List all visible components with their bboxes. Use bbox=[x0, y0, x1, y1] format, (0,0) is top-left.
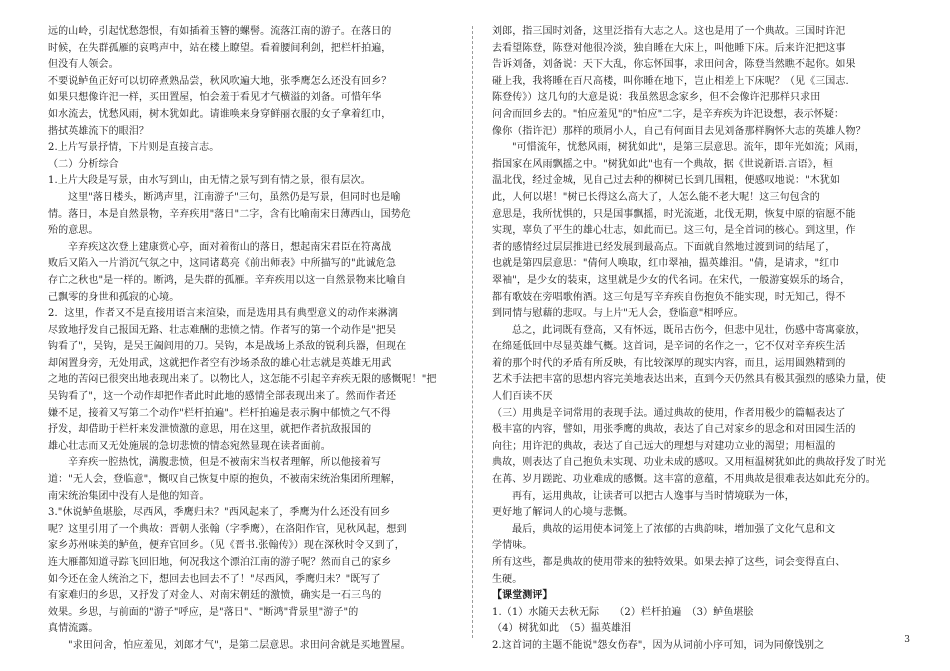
text-line: 道："无人会，登临意"，慨叹自己恢复中原的抱负，不被南宋统治集团所理解， bbox=[48, 474, 401, 486]
text-line: 2.上片写景抒情，下片则是直接言志。 bbox=[48, 142, 220, 154]
text-line: 在绵延低回中尽显英雄气概。这首词，是辛词的名作之一，它不仅对辛弃疾生活 bbox=[492, 341, 846, 353]
text-line: 揩拭英雄流下的眼泪？ bbox=[48, 125, 149, 137]
text-line: 最后，典故的运用使本词笼上了浓郁的古典韵味，增加强了文化气息和文 bbox=[512, 523, 836, 535]
right-column bbox=[492, 24, 910, 655]
text-line: 【课堂测评】 bbox=[492, 590, 553, 602]
text-line: 也就是第四层意思："倩何人唤取，红巾翠袖，揾英雄泪。"倩，是请求，"红巾 bbox=[492, 258, 840, 270]
text-line: 碰上我，我将睡在百尺高楼，叫你睡在地下，岂止相差上下床呢？（见《三国志. bbox=[492, 75, 849, 87]
text-line: 2．这里，作者又不是直接用语言来渲染，而是选用具有典型意义的动作来淋漓 bbox=[48, 308, 398, 320]
text-line: 如水流去，忧愁风雨，树木犹如此。请谁唤来身穿鲜丽衣服的女子拿着红巾， bbox=[48, 108, 392, 120]
text-line: 抒发，却借助于栏杆来发泄愤激的意思，用在这里，就把作者抗敌报国的 bbox=[48, 424, 372, 436]
text-line: 指国家在风雨飘摇之中。"树犹如此"也有一个典故，据《世说新语.言语》，桓 bbox=[492, 158, 833, 170]
text-line: 雄心壮志而又无处施展的急切悲愤的情态宛然显现在读者面前。 bbox=[48, 440, 331, 452]
text-line: 典故，则表达了自己抱负未实现、功业未成的感叹。又用桓温树犹如此的典故抒发了时光 bbox=[492, 457, 886, 469]
text-line: 尽致地抒发自己报国无路、壮志难酬的悲愤之情。作者写的第一个动作是"把吴 bbox=[48, 324, 397, 336]
left-column bbox=[48, 24, 458, 655]
page-number: 3 bbox=[904, 635, 910, 645]
text-line: 2.这首词的主题不能说"怨女伤春"，因为从词前小序可知，词为同僚饯别之 bbox=[492, 639, 825, 651]
text-line: 更好地了解词人的心境与悲慨。 bbox=[492, 507, 634, 519]
text-line: 辛弃疾一腔热忱，满腹悲愤，但是不被南宋当权者理解，所以他接着写 bbox=[68, 457, 382, 469]
text-line: 再有，运用典故，让读者可以把古人逸事与当时情境联为一体， bbox=[512, 490, 795, 502]
text-line: 生硬。 bbox=[492, 573, 523, 585]
text-line: 都有歌妓在旁唱歌侑酒。这三句是写辛弃疾自伤抱负不能实现，时无知己，得不 bbox=[492, 291, 846, 303]
text-line: 1.（1）水随天去秋无际 （2）栏杆拍遍 （3）鲈鱼堪脍 bbox=[492, 606, 754, 618]
text-line: 向往；用许汜的典故，表达了自己远大的理想与对建功立业的渴望；用桓温的 bbox=[492, 440, 836, 452]
text-line: 实现，辜负了平生的雄心壮志，如此而已。这三句，是全首词的核心。到这里，作 bbox=[492, 225, 856, 237]
text-line: 如果只想像许汜一样，买田置屋，怕会羞于看见才气横溢的刘备。可惜年华 bbox=[48, 92, 382, 104]
text-line: 艺术手法把丰富的思想内容完美地表达出来，直到今天仍然具有极其强烈的感染力量，使 bbox=[492, 374, 886, 386]
text-line: "求田问舍，怕应羞见，刘郎才气"，是第二层意思。求田问舍就是买地置屋。 bbox=[68, 639, 411, 651]
text-line: 呢？这里引用了一个典故：晋朝人张翰（字季鹰），在洛阳作官，见秋风起，想到 bbox=[48, 523, 407, 535]
text-line: 家乡苏州味美的鲈鱼，便弃官回乡。（见《晋书.张翰传》）现在深秋时令又到了， bbox=[48, 540, 405, 552]
text-line: 情。落日，本是自然景物，辛弃疾用"落日"二字，含有比喻南宋日薄西山，国势危 bbox=[48, 208, 411, 220]
text-line: 真情流露。 bbox=[48, 623, 99, 635]
text-line: 学情味。 bbox=[492, 540, 533, 552]
text-line: 这里"落日楼头，断鸿声里，江南游子"三句，虽然仍是写景，但同时也是喻 bbox=[68, 191, 401, 203]
text-line: 南宋统治集团中没有人是他的知音。 bbox=[48, 490, 210, 502]
text-line: （4）树犹如此 （5）揾英雄泪 bbox=[492, 623, 632, 635]
text-line: 刘郎，指三国时刘备，这里泛指有大志之人。这也是用了一个典故。三国时许汜 bbox=[492, 26, 846, 37]
text-line: （三）用典是辛词常用的表现手法。通过典故的使用，作者用极少的篇幅表达了 bbox=[492, 407, 846, 419]
text-line: 去看望陈登，陈登对他很冷淡，独自睡在大床上，叫他睡下床。后来许汜把这事 bbox=[492, 42, 846, 54]
text-line: 意思是，我所忧惧的，只是国事飘摇，时光流逝，北伐无期，恢复中原的宿愿不能 bbox=[492, 208, 856, 220]
text-line: 却闲置身旁，无处用武，这就把作者空有沙场杀敌的雄心壮志就是英雄无用武 bbox=[48, 357, 392, 369]
text-line: 有家难归的乡思，又抒发了对金人、对南宋朝廷的激愤，确实是一石三鸟的 bbox=[48, 590, 382, 602]
text-line: 辛弃疾这次登上建康赏心亭，面对着衔山的落日，想起南宋君臣在符离战 bbox=[68, 241, 392, 253]
text-line: 钩看了"，吴钩，是吴王阖闾用的刀。吴钩，本是战场上杀敌的锐利兵器，但现在 bbox=[48, 341, 407, 353]
text-line: 翠袖"，是少女的装束，这里就是少女的代名词。在宋代，一般游宴娱乐的场合， bbox=[492, 274, 851, 286]
text-line: 败后又陷入一片消沉气氛之中，这同诸葛亮《前出师表》中所描写的"此诚危急 bbox=[48, 258, 397, 270]
text-line: 之地的苦闷已很突出地表现出来了。以物比人，这怎能不引起辛弃疾无限的感慨呢！"把 bbox=[48, 374, 437, 386]
text-line: 者的感情经过层层推进已经发展到最高点。下面就自然地过渡到词的结尾了， bbox=[492, 241, 836, 253]
text-line: 嫌不足，接着又写第二个动作"栏杆拍遍"。栏杆拍遍是表示胸中郁愤之气不得 bbox=[48, 407, 391, 419]
column-divider bbox=[472, 26, 473, 638]
text-line: 远的山岭，引起忧愁怨恨，有如插着玉簪的螺髻。流落江南的游子。在落日的 bbox=[48, 26, 392, 37]
text-line: "可惜流年，忧愁风雨，树犹如此"，是第三层意思。流年，即年光如流；风雨， bbox=[512, 142, 865, 154]
text-line: 到同情与慰藉的悲叹。与上片"无人会，登临意"相呼应。 bbox=[492, 308, 744, 320]
text-line: 所有这些，都是典故的使用带来的独特效果。如果去掉了这些，词会变得直白、 bbox=[492, 557, 846, 568]
text-line: 存亡之秋也"是一样的。断鸿，是失群的孤雁。辛弃疾用以这一自然景物来比喻自 bbox=[48, 274, 407, 286]
text-line: 像你（指许汜）那样的琐屑小人，自己有何面目去见刘备那样胸怀大志的英雄人物？ bbox=[492, 125, 866, 137]
text-line: 不要说鲈鱼正好可以切碎煮熟品尝，秋风吹遍大地，张季鹰怎么还没有回乡？ bbox=[48, 75, 392, 87]
text-line: 此，人何以堪！"树已长得这么高大了，人怎么能不老大呢！这三句包含的 bbox=[492, 191, 820, 203]
text-line: 己飘零的身世和孤寂的心境。 bbox=[48, 291, 180, 303]
text-line: 但没有人领会。 bbox=[48, 59, 119, 71]
text-line: 问舍而回乡去的。"怕应羞见"的"怕应"二字，是辛弃疾为许汜设想，表示怀疑： bbox=[492, 108, 845, 120]
text-line: 如今还在金人统治之下，想回去也回去不了！"尽西风，季鹰归未？"既写了 bbox=[48, 573, 381, 585]
text-line: 吴钩看了"，这一个动作却把作者此时此地的感情全部表现出来了。然而作者还 bbox=[48, 391, 397, 403]
text-line: 着的那个时代的矛盾有所反映，有比较深厚的现实内容，而且，运用圆熟精到的 bbox=[492, 357, 846, 369]
text-line: 总之，此词既有登高，又有怀远，既吊古伤今，但悲中见壮，伤感中寄寓豪放， bbox=[512, 324, 866, 336]
text-line: 时候，在失群孤雁的哀鸣声中，站在楼上瞭望。看着腰间利剑，把栏杆拍遍， bbox=[48, 42, 392, 54]
text-line: 3."休说鲈鱼堪脍，尽西风，季鹰归未？"西风起来了，季鹰为什么还没有回乡 bbox=[48, 507, 391, 519]
text-line: （二）分析综合 bbox=[48, 158, 119, 170]
text-line: 告诉刘备，刘备说：天下大乱，你忘怀国事，求田问舍，陈登当然瞧不起你。如果 bbox=[492, 59, 856, 71]
text-line: 极丰富的内容，譬如，用张季鹰的典故，表达了自己对家乡的思念和对田园生活的 bbox=[492, 424, 856, 436]
text-line: 人们百读不厌 bbox=[492, 391, 553, 403]
text-line: 在苒、岁月蹉跎、功业难成的感慨。这丰富的意蕴，不用典故是很难表达如此充分的。 bbox=[492, 474, 876, 486]
text-line: 效果。乡思，与前面的"游子"呼应，是"落日"、"断鸿"背景里"游子"的 bbox=[48, 606, 359, 618]
text-line: 1.上片大段是写景，由水写到山，由无情之景写到有情之景，很有层次。 bbox=[48, 175, 371, 187]
text-line: 殆的意思。 bbox=[48, 225, 99, 237]
text-line: 温北伐，经过金城，见自己过去种的柳树已长到几围粗，便感叹地说："木犹如 bbox=[492, 175, 841, 187]
text-line: 陈登传》）这几句的大意是说：我虽然思念家乡，但不会像许汜那样只求田 bbox=[492, 92, 821, 104]
text-line: 连大雁都知道寻踪飞回旧地，何况我这个漂泊江南的游子呢？然而自己的家乡 bbox=[48, 557, 392, 568]
